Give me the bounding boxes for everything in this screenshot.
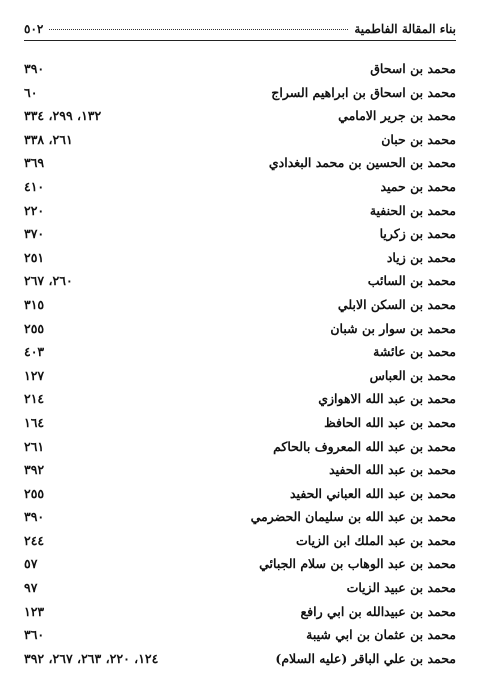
index-entry — [24, 647, 456, 671]
running-header — [24, 22, 456, 42]
entry-pages: ٣٦٩ — [24, 155, 45, 171]
index-entry — [24, 57, 456, 81]
entry-pages: ١٢٧ — [24, 367, 45, 383]
index-entry — [24, 128, 456, 152]
entry-name: محمد بن عبيد الزيات — [346, 580, 456, 596]
entry-pages: ١٢٣ — [24, 603, 45, 619]
index-entry — [24, 364, 456, 388]
entry-pages: ٣٦٠ — [24, 627, 45, 643]
entry-name: محمد بن زياد — [386, 249, 456, 265]
entry-name: محمد بن عائشة — [373, 344, 456, 360]
entry-pages: ٥٧ — [24, 556, 38, 572]
entry-name: محمد بن الحنفية — [369, 202, 456, 218]
index-entry — [24, 340, 456, 364]
index-entry — [24, 175, 456, 199]
index-entry — [24, 435, 456, 459]
entry-pages: ٣١٥ — [24, 296, 45, 312]
entry-pages: ٦٠ — [24, 84, 38, 100]
entry-pages: ٢٦١، ٣٣٨ — [24, 131, 73, 147]
index-entry — [24, 104, 456, 128]
entry-name: محمد بن علي الباقر (عليه السلام) — [275, 650, 456, 666]
entry-name: محمد بن عبد الوهاب بن سلام الجبائي — [259, 556, 456, 572]
entry-name: محمد بن سوار بن شبان — [330, 320, 456, 336]
index-entry — [24, 199, 456, 223]
entry-name: محمد بن حميد — [380, 178, 456, 194]
index-entry — [24, 529, 456, 553]
index-entry — [24, 576, 456, 600]
index-entry — [24, 293, 456, 317]
entry-pages: ٢٥٥ — [24, 485, 45, 501]
entry-pages: ٢٦١ — [24, 438, 45, 454]
index-entry — [24, 246, 456, 270]
index-list — [24, 57, 456, 670]
index-entry — [24, 269, 456, 293]
entry-name: محمد بن الحسين بن محمد البغدادي — [268, 155, 456, 171]
entry-name: محمد بن اسحاق — [370, 61, 456, 76]
entry-name: محمد بن حبان — [381, 131, 456, 147]
index-entry — [24, 151, 456, 175]
entry-pages: ٢١٤ — [24, 391, 45, 407]
entry-name: محمد بن عبد الله بن سليمان الحضرمي — [250, 509, 456, 525]
entry-name: محمد بن جرير الامامي — [338, 108, 456, 124]
index-entry — [24, 411, 456, 435]
entry-name: محمد بن السائب — [367, 273, 456, 289]
entry-name: محمد بن السكن الابلي — [337, 296, 456, 312]
entry-pages: ٣٩٠ — [24, 509, 45, 525]
entry-name: محمد بن عبد الملك ابن الزيات — [296, 532, 456, 548]
index-entry — [24, 505, 456, 529]
entry-name: محمد بن عبيدالله بن ابي رافع — [300, 603, 456, 619]
index-entry — [24, 81, 456, 105]
entry-pages: ٣٧٠ — [24, 226, 45, 242]
entry-pages: ٣٩٠ — [24, 61, 45, 76]
index-entry — [24, 623, 456, 647]
leader-dots — [49, 29, 348, 30]
index-entry — [24, 317, 456, 341]
header-rule — [24, 40, 456, 41]
index-entry — [24, 458, 456, 482]
entry-pages: ٢٥٥ — [24, 320, 45, 336]
entry-pages: ٢٦٠، ٢٦٧ — [24, 273, 73, 289]
entry-pages: ٤٠٣ — [24, 344, 45, 360]
entry-name: محمد بن عبد الله المعروف بالحاكم — [273, 438, 456, 454]
index-entry — [24, 600, 456, 624]
entry-name: محمد بن العباس — [369, 367, 456, 383]
entry-pages: ١٦٤ — [24, 414, 45, 430]
running-title: بناء المقالة الفاطمية — [354, 22, 456, 36]
entry-pages: ٩٧ — [24, 580, 38, 596]
entry-pages: ٤١٠ — [24, 178, 45, 194]
index-entry — [24, 482, 456, 506]
entry-pages: ٢٥١ — [24, 249, 45, 265]
entry-pages: ٢٤٤ — [24, 532, 45, 548]
entry-name: محمد بن زكريا — [379, 226, 456, 242]
index-entry — [24, 387, 456, 411]
entry-name: محمد بن عبد الله العباني الحفيد — [289, 485, 456, 501]
entry-name: محمد بن عبد الله الحفيد — [329, 462, 456, 478]
entry-pages: ١٣٢، ٢٩٩، ٣٣٤ — [24, 108, 102, 124]
entry-name: محمد بن عثمان بن ابي شيبة — [306, 627, 456, 643]
entry-name: محمد بن عبد الله الاهوازي — [318, 391, 456, 407]
index-entry — [24, 552, 456, 576]
entry-name: محمد بن اسحاق بن ابراهيم السراج — [271, 84, 456, 100]
entry-pages: ٣٩٢ — [24, 462, 45, 478]
entry-name: محمد بن عبد الله الحافظ — [324, 414, 456, 430]
page-number: ٥٠٢ — [24, 22, 44, 36]
index-entry — [24, 222, 456, 246]
entry-pages: ٢٢٠ — [24, 202, 45, 218]
entry-pages: ١٢٤، ٢٢٠، ٢٦٣، ٢٦٧، ٣٩٢ — [24, 650, 159, 666]
